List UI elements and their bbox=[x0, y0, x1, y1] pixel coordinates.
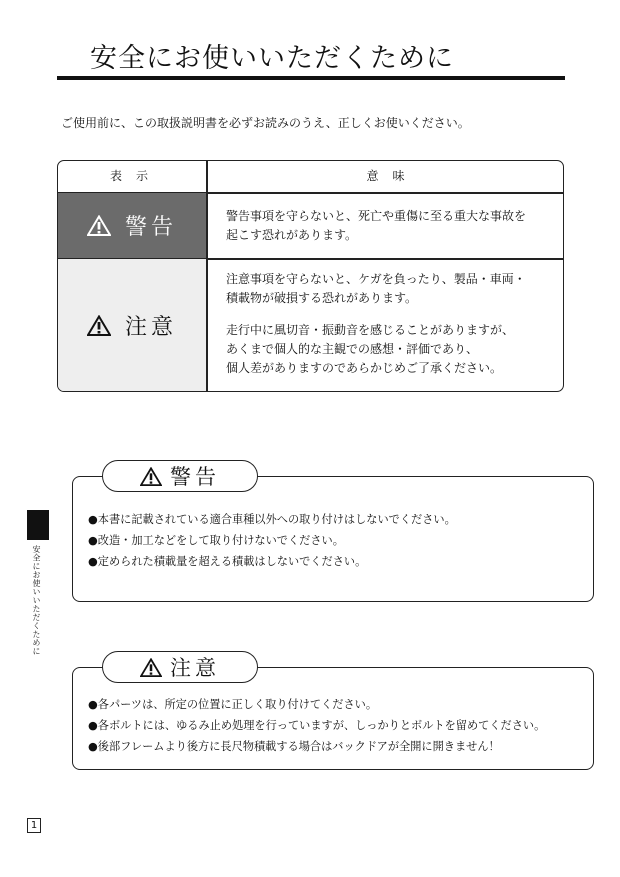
list-item: ● 後部フレームより後方に長尺物積載する場合はバックドアが全開に開きません！ bbox=[88, 736, 545, 757]
warning-box-label: 警告 bbox=[170, 465, 220, 489]
warning-box-tab bbox=[102, 460, 258, 492]
table-caution-line: 走行中に風切音・振動音を感じることがありますが、 bbox=[226, 323, 515, 337]
table-caution-line: 注意事項を守らないと、ケガを負ったり、製品・車両・ bbox=[226, 272, 526, 286]
caution-box-label: 注意 bbox=[170, 656, 220, 680]
warning-triangle-icon bbox=[140, 467, 162, 486]
table-caution-line: 個人差がありますのであらかじめご了承ください。 bbox=[226, 361, 503, 375]
intro-text: ご使用前に、この取扱説明書を必ずお読みのうえ、正しくお使いください。 bbox=[61, 116, 470, 130]
side-index-tab bbox=[27, 510, 49, 540]
table-warning-label: 警告 bbox=[124, 215, 177, 240]
meaning-table bbox=[57, 160, 564, 392]
warning-list bbox=[88, 509, 456, 572]
warning-triangle-icon bbox=[87, 315, 111, 336]
list-item: ● 改造・加工などをして取り付けないでください。 bbox=[88, 530, 456, 551]
warning-triangle-icon bbox=[87, 215, 111, 236]
table-header-meaning: 意味 bbox=[366, 169, 419, 183]
table-caution-text-2 bbox=[226, 321, 514, 378]
caution-box-tab bbox=[102, 651, 258, 683]
page-title: 安全にお使いいただくために bbox=[90, 43, 454, 74]
list-item: ● 定められた積載量を超える積載はしないでください。 bbox=[88, 551, 456, 572]
table-caution-line: 積載物が破損する恐れがあります。 bbox=[226, 291, 418, 305]
table-caution-label: 注意 bbox=[124, 314, 177, 340]
title-rule bbox=[57, 76, 565, 80]
page-number: 1 bbox=[27, 818, 41, 833]
caution-list bbox=[88, 694, 545, 757]
table-warning-line: 起こす恐れがあります。 bbox=[226, 228, 358, 242]
table-warning-label-cell bbox=[58, 193, 206, 258]
table-column-rule bbox=[206, 161, 208, 391]
table-caution-label-cell bbox=[58, 259, 206, 391]
list-item: ● 本書に記載されている適合車種以外への取り付けはしないでください。 bbox=[88, 509, 456, 530]
list-item: ● 各パーツは、所定の位置に正しく取り付けてください。 bbox=[88, 694, 545, 715]
table-caution-line: あくまで個人的な主観での感想・評価であり、 bbox=[226, 342, 479, 356]
warning-triangle-icon bbox=[140, 658, 162, 677]
table-warning-text bbox=[226, 207, 526, 245]
table-header-display: 表示 bbox=[109, 169, 162, 183]
side-index-label: 安全にお使いいただくために bbox=[32, 545, 41, 656]
table-warning-line: 警告事項を守らないと、死亡や重傷に至る重大な事故を bbox=[226, 209, 527, 223]
list-item: ● 各ボルトには、ゆるみ止め処理を行っていますが、しっかりとボルトを留めてください。 bbox=[88, 715, 545, 736]
table-caution-text-1 bbox=[226, 270, 526, 308]
